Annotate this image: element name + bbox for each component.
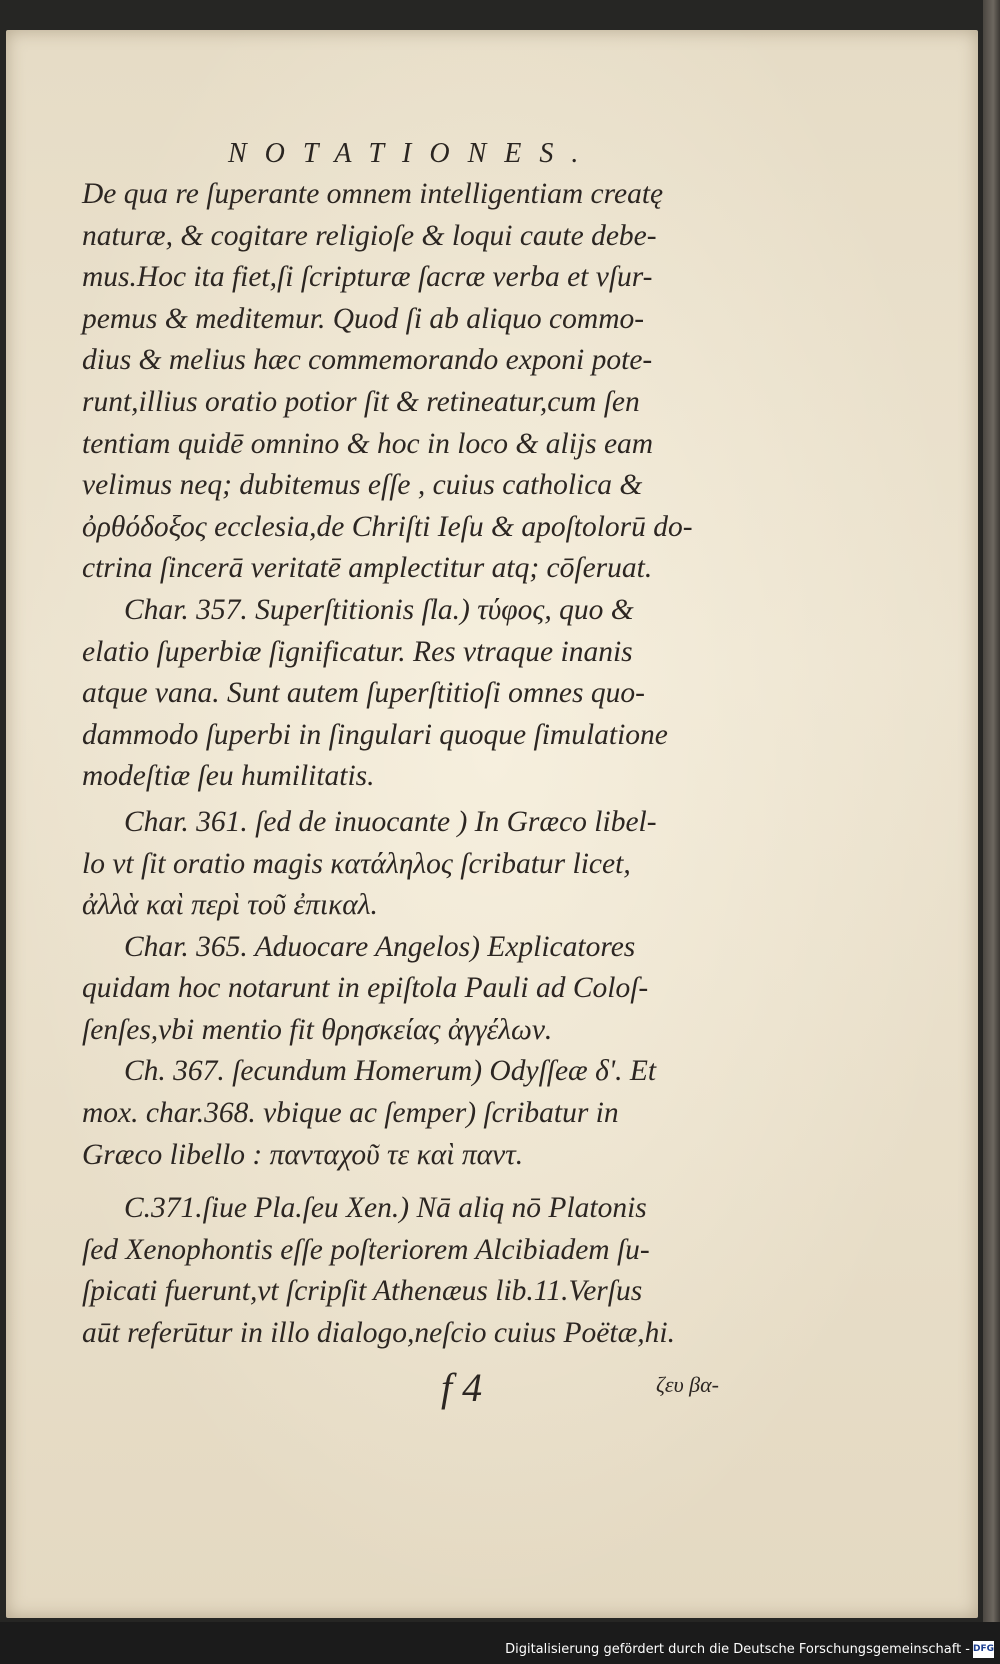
catchword: ζευ βα- bbox=[656, 1372, 720, 1397]
text-line: velimus neq; dubitemus eſſe , cuius catholica & bbox=[82, 469, 643, 502]
text-line: mus.Hoc ita fiet,ſi ſcripturæ ſacræ verba et vſur- bbox=[82, 261, 653, 294]
page-body bbox=[82, 174, 782, 1355]
page-footer bbox=[6, 1364, 978, 1414]
signature-mark: f 4 bbox=[441, 1365, 483, 1410]
text-line: naturæ, & cogitare religioſe & loqui caute debe- bbox=[82, 219, 657, 252]
text-line: mox. char.368. vbique ac ſemper) ſcribatur in bbox=[82, 1097, 619, 1130]
note-char-371: C.371.ſiue Pla.ſeu Xen.) Nā aliq nō Platonis bbox=[124, 1192, 647, 1225]
book-page bbox=[6, 30, 978, 1618]
text-line: ſpicati fuerunt,vt ſcripſit Athenæus lib.11.Verſus bbox=[82, 1275, 643, 1308]
note-char-367: Ch. 367. ſecundum Homerum) Odyſſeæ δ'. Et bbox=[124, 1055, 657, 1088]
credit-bar bbox=[0, 1622, 1000, 1664]
note-char-361: Char. 361. ſed de inuocante ) In Græco libel- bbox=[124, 805, 657, 838]
text-line: dius & melius hæc commemorando exponi pote- bbox=[82, 344, 653, 377]
funding-credit: Digitalisierung gefördert durch die Deutsche Forschungsgemeinschaft - bbox=[505, 1642, 970, 1657]
running-head: NOTATIONES. bbox=[228, 138, 597, 169]
text-line: ctrina ſincerā veritatē amplectitur atq; cōſeruat. bbox=[82, 552, 653, 585]
text-line: quidam hoc notarunt in epiſtola Pauli ad Coloſ- bbox=[82, 972, 649, 1005]
text-line: dammodo ſuperbi in ſingulari quoque ſimulatione bbox=[82, 718, 668, 751]
text-line: modeſtiæ ſeu humilitatis. bbox=[82, 760, 375, 793]
note-char-365: Char. 365. Aduocare Angelos) Explicatores bbox=[124, 930, 636, 963]
dfg-logo: DFG bbox=[973, 1641, 994, 1658]
text-line: elatio ſuperbiæ ſignificatur. Res vtraque inanis bbox=[82, 635, 633, 668]
text-line: runt,illius oratio potior ſit & retineatur,cum ſen bbox=[82, 385, 640, 418]
text-line: ſed Xenophontis eſſe poſteriorem Alcibiadem ſu- bbox=[82, 1233, 650, 1266]
text-line: De qua re ſuperante omnem intelligentiam creatę bbox=[82, 178, 664, 210]
text-line: pemus & meditemur. Quod ſi ab aliquo commo- bbox=[82, 302, 645, 335]
text-line: ſenſes,vbi mentio fit θρησκείας ἀγγέλων. bbox=[82, 1013, 553, 1046]
text-line: ὀρθόδοξος ecclesia,de Chriſti Ieſu & apoſtolorū do- bbox=[82, 510, 693, 543]
note-char-357: Char. 357. Superſtitionis ſla.) τύφος, quo & bbox=[124, 593, 634, 626]
text-line: lo vt ſit oratio magis κατάληλος ſcribatur licet, bbox=[82, 847, 631, 880]
text-line: ἀλλὰ καὶ περὶ τοῦ ἐπικαλ. bbox=[82, 889, 378, 922]
text-line: tentiam quidē omnino & hoc in loco & alijs eam bbox=[82, 427, 654, 460]
text-line: aūt referūtur in illo dialogo,neſcio cuius Poëtæ,hi. bbox=[82, 1317, 675, 1350]
book-edge bbox=[983, 0, 1000, 1622]
text-line: Græco libello : πανταχοῦ τε καὶ παντ. bbox=[82, 1138, 524, 1171]
text-line: atque vana. Sunt autem ſuperſtitioſi omnes quo- bbox=[82, 677, 645, 710]
